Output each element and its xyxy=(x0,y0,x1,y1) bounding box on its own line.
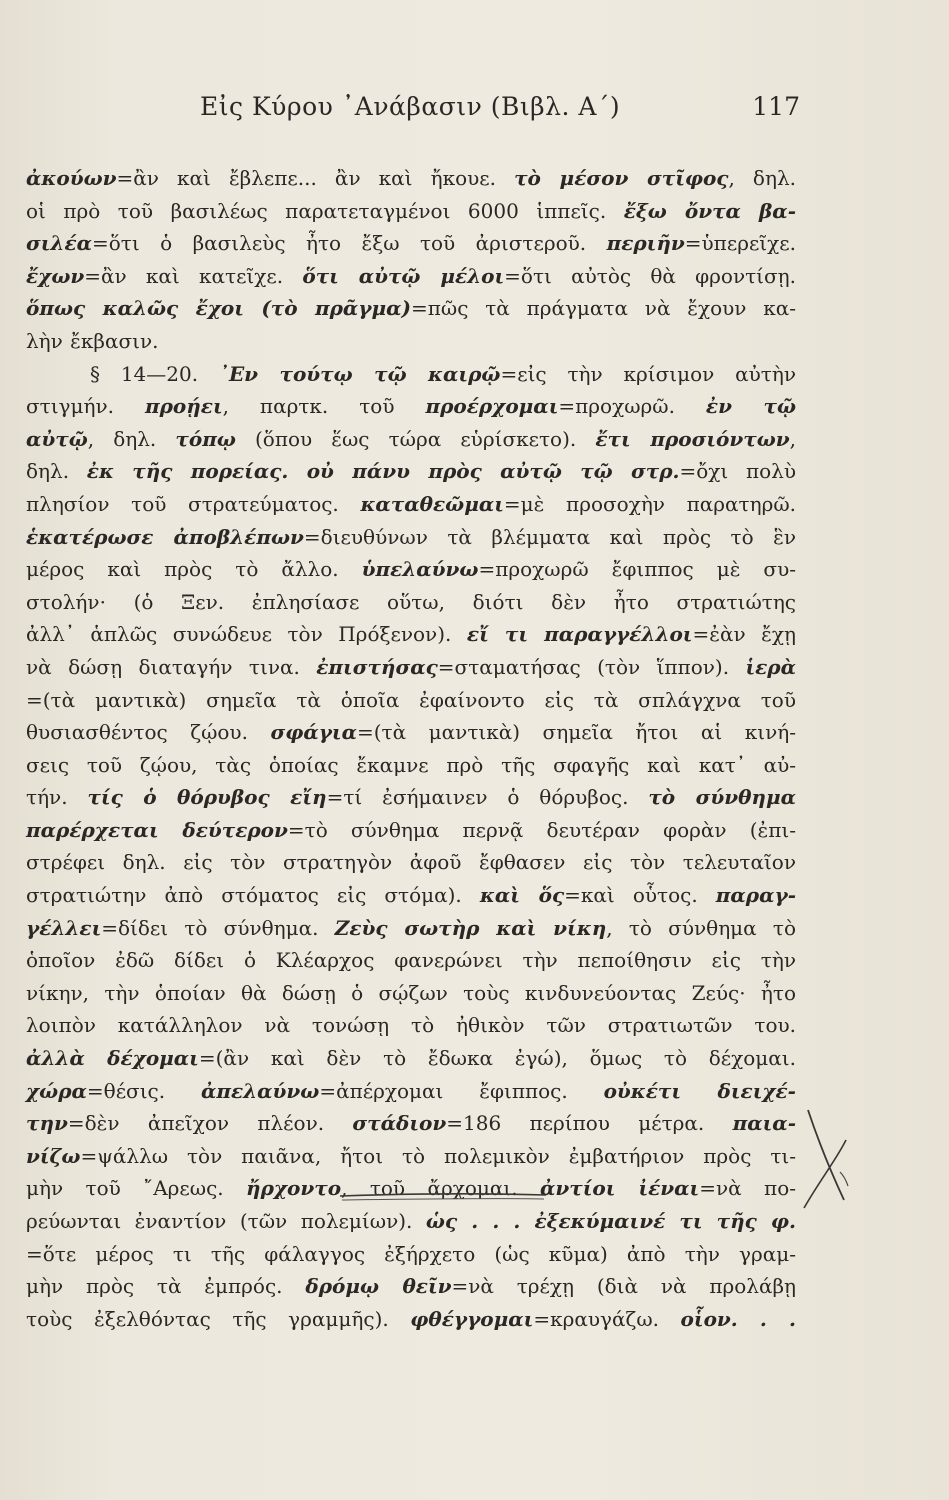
gloss-text: τήν. xyxy=(26,785,88,810)
gloss-text: =(ἂν καὶ δὲν τὸ ἔδωκα ἐγώ), ὅμως τὸ δέχομαι. xyxy=(198,1046,796,1071)
headword: ἐπιστήσας xyxy=(316,654,438,679)
text-line xyxy=(26,1107,796,1140)
headword: προῄει xyxy=(144,394,223,419)
gloss-text: , τοῦ ἄρχομαι. xyxy=(341,1176,541,1201)
gloss-text: οἱ πρὸ τοῦ βασιλέως παρατεταγμένοι 6000 ἱππεῖς. xyxy=(26,198,624,223)
headword: τίς ὁ θόρυβος εἴη xyxy=(87,785,327,810)
gloss-text: =ἐὰν ἔχῃ xyxy=(692,622,796,647)
gloss-text: μέρος καὶ πρὸς τὸ ἄλλο. xyxy=(26,557,362,582)
gloss-text: =τὸ σύνθημα περνᾷ δευτέραν φορὰν (ἐπι- xyxy=(287,817,796,842)
gloss-text: μὴν πρὸς τὰ ἐμπρός. xyxy=(26,1274,306,1299)
text-line xyxy=(26,195,796,228)
gloss-text: =(τὰ μαντικὰ) σημεῖα τὰ ὁποῖα ἐφαίνοντο εἰς τὰ σπλάγχνα τοῦ xyxy=(26,687,796,712)
pencil-cross-mark xyxy=(800,1100,850,1220)
headword: ἑκατέρωσε ἀποβλέπων xyxy=(26,524,304,549)
page-header xyxy=(200,92,800,132)
headword: καὶ ὅς xyxy=(479,883,565,908)
headword: καταθεῶμαι xyxy=(360,491,504,516)
text-line xyxy=(26,1303,796,1336)
text-line xyxy=(26,846,796,879)
text-line xyxy=(26,1238,796,1271)
gloss-text: =σταματήσας (τὸν ἵππον). xyxy=(437,654,746,679)
gloss-text: νίκην, τὴν ὁποίαν θὰ δώσῃ ὁ σῴζων τοὺς κινδυνεύοντας Ζεύς· ἦτο xyxy=(26,980,796,1005)
text-line xyxy=(26,390,796,423)
text-line xyxy=(26,912,796,945)
page-number: 117 xyxy=(752,92,800,121)
text-line xyxy=(26,814,796,847)
pencil-underline-mark xyxy=(338,1188,548,1208)
text-line xyxy=(26,227,796,260)
headword: γέλλει xyxy=(26,915,102,940)
gloss-text: =(τὰ μαντικὰ) σημεῖα ἤτοι αἱ κινή- xyxy=(357,720,797,745)
text-line xyxy=(26,325,796,358)
gloss-text: , δηλ. xyxy=(728,166,796,190)
text-line xyxy=(26,1075,796,1108)
gloss-text: , παρτκ. τοῦ xyxy=(222,394,426,419)
headword: ἀλλὰ δέχομαι xyxy=(26,1046,199,1071)
headword: προέρχομαι xyxy=(425,394,559,419)
gloss-text: =πῶς τὰ πράγματα νὰ ἔχουν κα- xyxy=(411,296,797,321)
headword: ἤρχοντο xyxy=(246,1176,342,1201)
headword: ὅπως καλῶς ἔχοι (τὸ πρᾶγμα) xyxy=(26,296,412,321)
text-line xyxy=(26,260,796,293)
headword: ὅτι αὐτῷ μέλοι xyxy=(302,263,505,288)
gloss-text: , τὸ σύνθημα τὸ xyxy=(606,915,797,940)
headword: ἔχων xyxy=(26,263,85,288)
gloss-text: =εἰς τὴν κρίσιμον αὐτὴν xyxy=(500,361,796,386)
headword: ἀντίοι ἰέναι xyxy=(540,1176,700,1201)
headword: ἀπελαύνω xyxy=(200,1078,320,1103)
gloss-text: ὁποῖον ἐδῶ δίδει ὁ Κλέαρχος φανερώνει τὴν πεποίθησιν εἰς τὴν xyxy=(26,948,796,973)
gloss-text: λοιπὸν κατάλληλον νὰ τονώσῃ τὸ ἠθικὸν τῶν στρατιωτῶν του. xyxy=(26,1013,796,1038)
gloss-text: =μὲ προσοχὴν παρατηρῶ. xyxy=(503,491,796,516)
headword: ἐν τῷ xyxy=(705,394,796,419)
headword: στάδιον xyxy=(352,1111,447,1136)
gloss-text: =διευθύνων τὰ βλέμματα καὶ πρὸς τὸ ἓν xyxy=(303,524,796,549)
gloss-text: στιγμήν. xyxy=(26,394,145,419)
headword: ἀκούων xyxy=(26,166,117,190)
text-line xyxy=(26,749,796,782)
gloss-text: =ὄχι πολὺ xyxy=(679,459,796,484)
gloss-text: σεις τοῦ ζῴου, τὰς ὁποίας ἔκαμνε πρὸ τῆς σφαγῆς καὶ κατ᾿ αὐ- xyxy=(26,752,796,777)
gloss-text: στρατιώτην ἀπὸ στόματος εἰς στόμα). xyxy=(26,883,480,908)
gloss-text: =καὶ οὗτος. xyxy=(564,883,716,908)
text-line xyxy=(26,1205,796,1238)
gloss-text: =δὲν ἀπεῖχον πλέον. xyxy=(67,1111,353,1136)
gloss-text: δηλ. xyxy=(26,459,87,484)
text-line xyxy=(26,684,796,717)
gloss-text: =δίδει τὸ σύνθημα. xyxy=(101,915,335,940)
headword: παραγ- xyxy=(715,883,796,908)
text-line xyxy=(26,781,796,814)
text-line xyxy=(26,358,796,391)
gloss-text: μὴν τοῦ ῎Αρεως. xyxy=(26,1176,247,1201)
headword: εἴ τι παραγγέλλοι xyxy=(466,622,693,647)
gloss-text: =ὅτε μέρος τι τῆς φάλαγγος ἐξήρχετο (ὡς κῦμα) ἀπὸ τὴν γραμ- xyxy=(26,1241,796,1266)
headword: αὐτῷ xyxy=(26,426,88,451)
headword: ὡς . . . ἐξεκύμαινέ τι τῆς φ. xyxy=(425,1209,796,1233)
text-line xyxy=(26,716,796,749)
text-line xyxy=(26,1140,796,1173)
gloss-text: (ὅπου ἕως τώρα εὑρίσκετο). xyxy=(235,426,596,451)
text-line xyxy=(26,618,796,651)
headword: ᾿Εν τούτῳ τῷ καιρῷ xyxy=(218,361,501,386)
headword: ἔξω ὄντα βα- xyxy=(623,198,796,223)
text-line xyxy=(26,553,796,586)
headword: τὸ σύνθημα xyxy=(648,785,796,810)
gloss-text: =τί ἐσήμαινεν ὁ θόρυβος. xyxy=(326,785,649,810)
headword: οἷον. . . xyxy=(680,1306,796,1331)
gloss-text: =προχωρῶ. xyxy=(558,394,706,419)
gloss-text: =ψάλλω τὸν παιᾶνα, ἤτοι τὸ πολεμικὸν ἐμβατήριον πρὸς τι- xyxy=(80,1143,796,1168)
gloss-text: τοὺς ἐξελθόντας τῆς γραμμῆς). xyxy=(26,1306,411,1331)
gloss-text: στρέφει δηλ. εἰς τὸν στρατηγὸν ἀφοῦ ἔφθασεν εἰς τὸν τελευταῖον xyxy=(26,850,796,875)
text-line xyxy=(26,455,796,488)
headword: τόπῳ xyxy=(175,426,236,451)
gloss-text: θυσιασθέντος ζῴου. xyxy=(26,720,271,745)
headword: νίζω xyxy=(26,1143,81,1168)
gloss-text: νὰ δώσῃ διαταγήν τινα. xyxy=(26,654,317,679)
headword: ὑπελαύνω xyxy=(361,557,479,582)
text-line xyxy=(26,292,796,325)
text-line xyxy=(26,1042,796,1075)
headword: χώρα xyxy=(26,1078,87,1103)
text-line xyxy=(26,423,796,456)
gloss-text: § 14—20. xyxy=(90,361,219,386)
headword: φθέγγομαι xyxy=(410,1306,534,1331)
text-line xyxy=(26,162,796,195)
gloss-text: =προχωρῶ ἔφιππος μὲ συ- xyxy=(478,557,796,582)
headword: ἐκ τῆς πορείας. οὐ πάνυ πρὸς αὐτῷ τῷ στρ. xyxy=(86,459,680,484)
commentary-text xyxy=(26,162,796,1335)
gloss-text: =νὰ τρέχῃ (διὰ νὰ προλάβῃ xyxy=(451,1274,796,1299)
gloss-text: =νὰ πο- xyxy=(699,1176,796,1201)
text-line xyxy=(26,521,796,554)
text-line xyxy=(26,651,796,684)
text-line xyxy=(26,944,796,977)
gloss-text: =186 περίπου μέτρα. xyxy=(446,1111,733,1136)
headword: ἱερὰ xyxy=(745,654,796,679)
text-line xyxy=(26,1270,796,1303)
headword: παρέρχεται δεύτερον xyxy=(26,817,288,842)
text-line xyxy=(26,879,796,912)
gloss-text: ἀλλ᾿ ἁπλῶς συνώδευε τὸν Πρόξενον). xyxy=(26,622,467,647)
gloss-text: =ὅτι ὁ βασιλεὺς ἦτο ἔξω τοῦ ἀριστεροῦ. xyxy=(92,231,607,256)
headword: την xyxy=(26,1111,68,1136)
gloss-text: =ἂν καὶ κατεῖχε. xyxy=(84,263,303,288)
headword: σιλέα xyxy=(26,231,92,256)
text-line xyxy=(26,488,796,521)
headword: τὸ μέσον στῖφος xyxy=(514,166,729,190)
gloss-text: στολήν· (ὁ Ξεν. ἐπλησίασε οὕτω, διότι δὲν ἦτο στρατιώτης xyxy=(26,589,796,614)
gloss-text: ρεύωνται ἐναντίον (τῶν πολεμίων). xyxy=(26,1209,426,1233)
gloss-text: πλησίον τοῦ στρατεύματος. xyxy=(26,491,361,516)
text-line xyxy=(26,977,796,1010)
headword: παια- xyxy=(732,1111,796,1136)
gloss-text: =κραυγάζω. xyxy=(533,1306,681,1331)
gloss-text: =ἂν καὶ ἔβλεπε... ἂν καὶ ἤκουε. xyxy=(116,166,515,190)
text-line xyxy=(26,586,796,619)
gloss-text: =ὅτι αὐτὸς θὰ φροντίσῃ. xyxy=(504,263,797,288)
text-line xyxy=(26,1009,796,1042)
gloss-text: =ὑπερεῖχε. xyxy=(684,231,796,256)
gloss-text: =ἀπέρχομαι ἔφιππος. xyxy=(319,1078,604,1103)
headword: σφάγια xyxy=(270,720,357,745)
gloss-text: , δηλ. xyxy=(87,426,176,451)
headword: οὐκέτι διειχέ- xyxy=(603,1078,796,1103)
gloss-text: , xyxy=(789,426,796,451)
headword: δρόμῳ θεῖν xyxy=(305,1274,452,1299)
headword: Ζεὺς σωτὴρ καὶ νίκη xyxy=(334,915,607,940)
running-title: Εἰς Κύρου ᾿Ανάβασιν (Βιβλ. Α´) xyxy=(200,92,621,121)
headword: περιῆν xyxy=(606,231,685,256)
headword: ἔτι προσιόντων xyxy=(595,426,790,451)
gloss-text: =θέσις. xyxy=(86,1078,201,1103)
gloss-text: λὴν ἔκβασιν. xyxy=(26,328,159,353)
